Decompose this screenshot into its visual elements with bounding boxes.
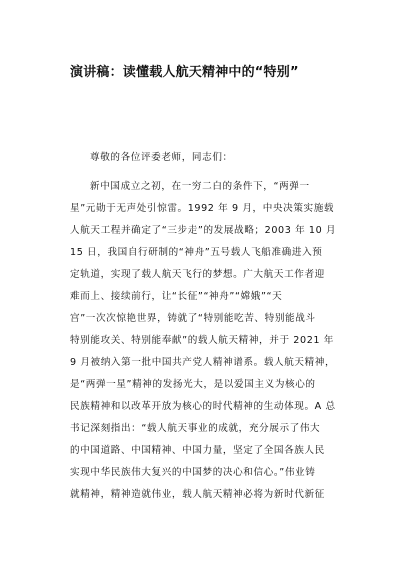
body-line: 实现中华民族伟大复兴的中国梦的决心和信心。”伟业铸 [70,467,316,478]
body-line: 的中国道路、中国精神、中国力量，坚定了全国各族人民 [70,445,325,456]
body-line: 难而上、接续前行，让“长征”“神舟”“嫦娥”“天 [70,291,283,302]
body-line: 15 日，我国自行研制的“神舟”五号载人飞船准确进入预 [70,247,323,258]
body-text [70,176,370,506]
body-line: 定轨道，实现了载人航天飞行的梦想。广大航天工作者迎 [70,269,325,280]
body-line: 宫”一次次惊艳世界，铸就了“特别能吃苦、特别能战斗 [70,313,316,324]
body-line: 特别能攻关、特别能奉献”的载人航天精神，并于 2021 年 [70,335,334,346]
body-line: 人航天工程并确定了“三步走”的发展战略；2003 年 10 月 [70,225,337,236]
body-line: 就精神，精神造就伟业，载人航天精神必将为新时代新征 [70,489,325,500]
document-title: 演讲稿：读懂载人航天精神中的“特别” [70,65,299,80]
salutation: 尊敬的各位评委老师，同志们： [90,152,233,163]
body-line: 9 月被纳入第一批中国共产党人精神谱系。载人航天精神， [70,357,336,368]
body-line: 星”元勋于无声处引惊雷。1992 年 9 月，中央决策实施载 [70,203,335,214]
body-line: 民族精神和以改革开放为核心的时代精神的生动体现。A 总 [70,401,336,412]
body-line: 新中国成立之初，在一穷二白的条件下，“两弹一 [90,181,310,192]
body-line: 书记深刻指出：“载人航天事业的成就，充分展示了伟大 [70,423,321,434]
body-line: 是“两弹一星”精神的发扬光大，是以爱国主义为核心的 [70,379,316,390]
